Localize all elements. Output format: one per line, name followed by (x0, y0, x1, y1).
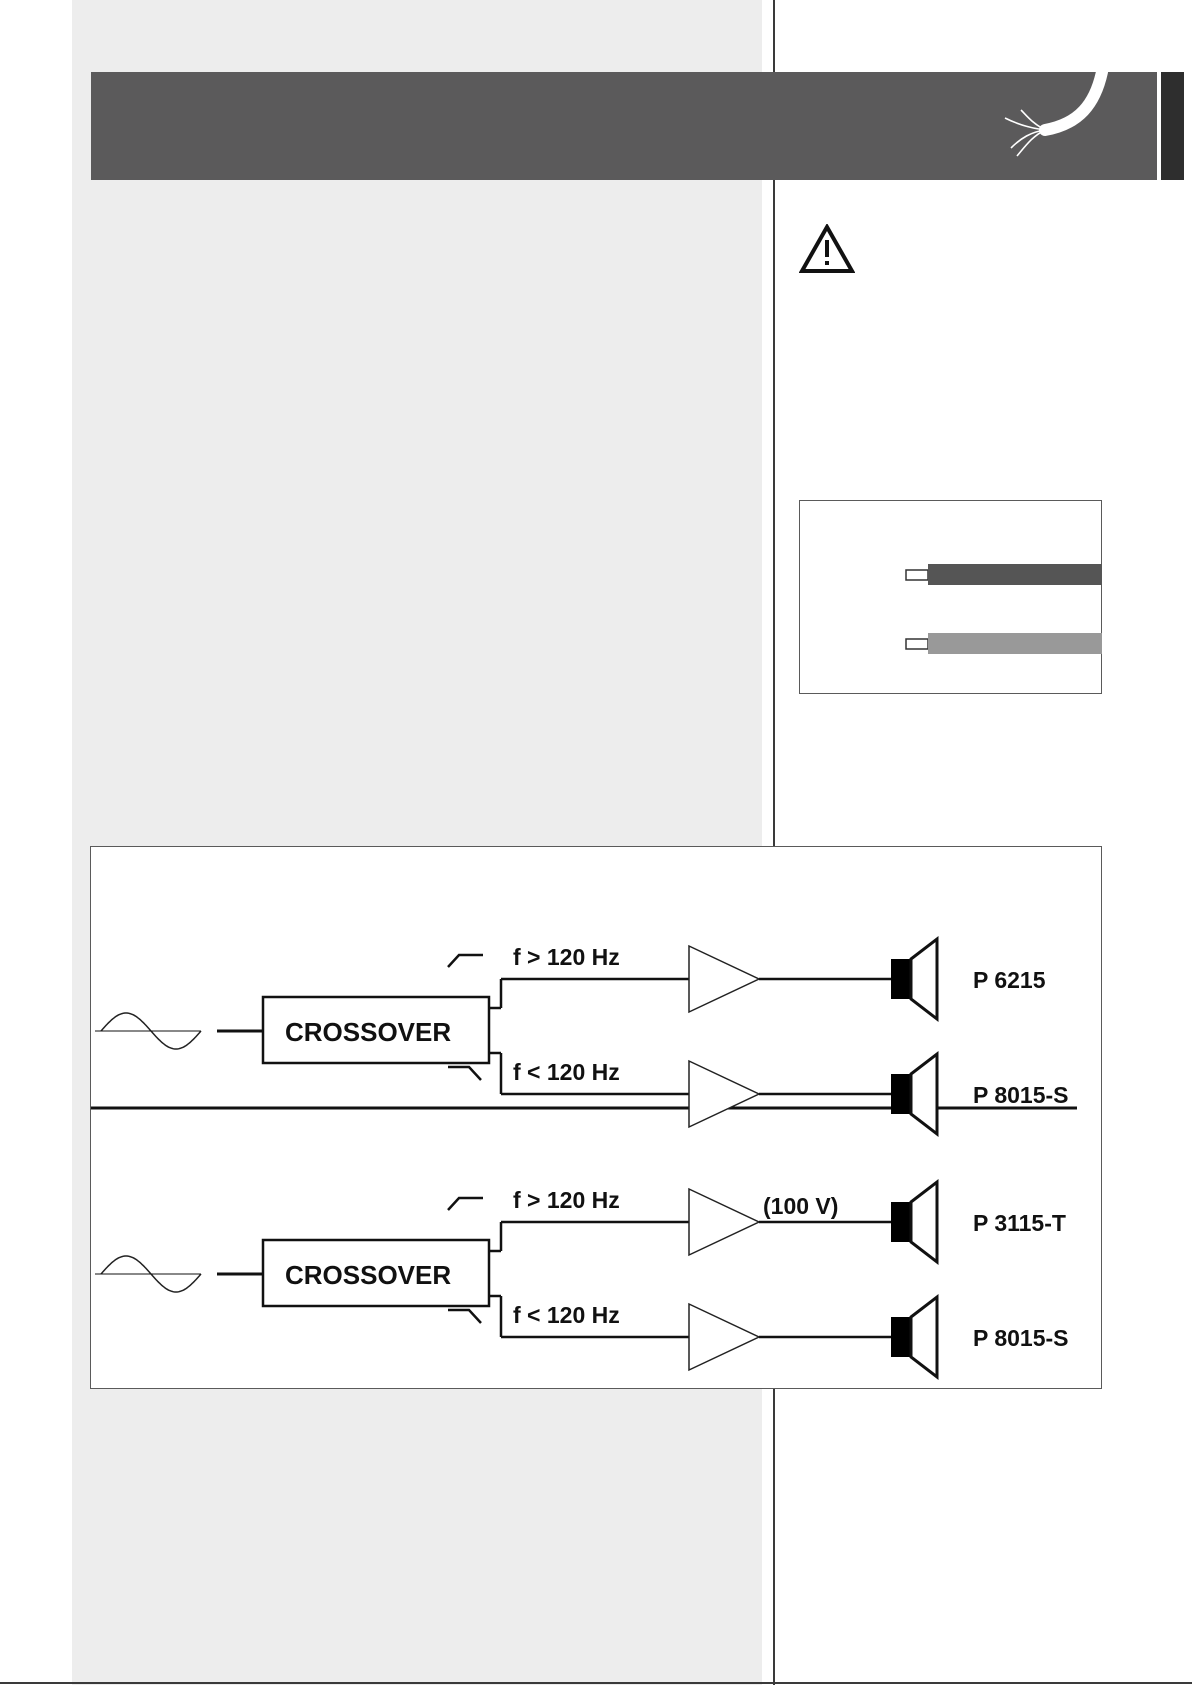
amplifier-triangle-icon (689, 1304, 759, 1370)
speaker-icon (911, 939, 937, 1019)
warning-triangle-icon (799, 224, 855, 274)
crossover-diagram-svg (91, 847, 1103, 1390)
frequency-label: f < 120 Hz (513, 1302, 620, 1328)
speaker-magnet (891, 959, 911, 999)
footer-line (0, 1682, 1192, 1684)
cable-illustration (799, 500, 1102, 694)
cable-icon (987, 72, 1157, 180)
frequency-label: f > 120 Hz (513, 944, 620, 970)
speaker-model-label: P 6215 (973, 967, 1046, 993)
speaker-magnet (891, 1074, 911, 1114)
low-pass-icon (448, 1310, 481, 1323)
speaker-model-label: P 8015-S (973, 1325, 1069, 1351)
speaker-icon (911, 1182, 937, 1262)
crossover-label: CROSSOVER (285, 1260, 452, 1290)
frequency-label: f < 120 Hz (513, 1059, 620, 1085)
frequency-label: f > 120 Hz (513, 1187, 620, 1213)
high-pass-icon (448, 955, 483, 967)
low-pass-icon (448, 1067, 481, 1080)
speaker-model-label: P 8015-S (973, 1082, 1069, 1108)
amplifier-triangle-icon (689, 946, 759, 1012)
speaker-icon (911, 1054, 937, 1134)
cable-light (928, 633, 1102, 654)
cable-conductor-1 (906, 570, 928, 580)
cable-conductor-2 (906, 639, 928, 649)
amplifier-triangle-icon (689, 1061, 759, 1127)
speaker-magnet (891, 1317, 911, 1357)
cable-dark (928, 564, 1102, 585)
crossover-label: CROSSOVER (285, 1017, 452, 1047)
speaker-model-label: P 3115-T (973, 1210, 1066, 1236)
high-pass-icon (448, 1198, 483, 1210)
sidebar-divider (773, 0, 775, 1685)
main-column (72, 0, 762, 1685)
header-tab (1161, 72, 1184, 180)
header-bar (91, 72, 1157, 180)
line-voltage-label: (100 V) (763, 1193, 839, 1219)
speaker-magnet (891, 1202, 911, 1242)
amplifier-triangle-icon (689, 1189, 759, 1255)
speaker-icon (911, 1297, 937, 1377)
crossover-diagram (90, 846, 1102, 1389)
